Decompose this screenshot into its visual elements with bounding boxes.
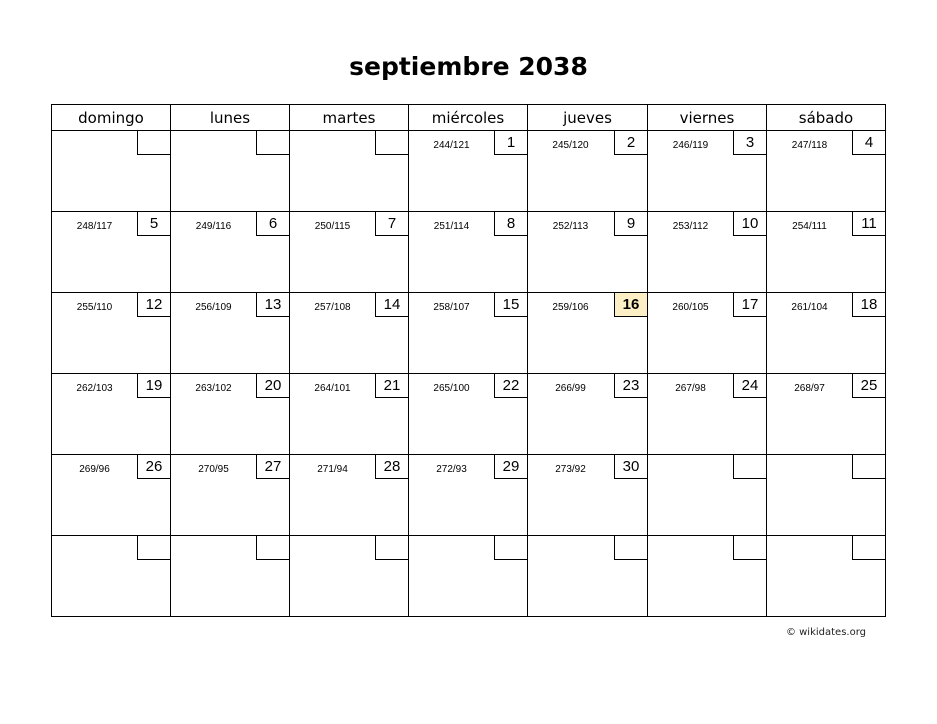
day-ordinal: 250/115 xyxy=(314,221,351,232)
day-cell xyxy=(409,374,528,455)
day-ordinal: 247/118 xyxy=(791,140,828,151)
day-cell xyxy=(171,536,290,617)
day-cell xyxy=(767,455,886,536)
day-ordinal: 248/117 xyxy=(76,221,113,232)
day-cell xyxy=(767,374,886,455)
day-cell xyxy=(528,374,648,455)
day-number xyxy=(494,535,528,560)
day-ordinal: 271/94 xyxy=(317,464,348,475)
day-cell xyxy=(409,536,528,617)
day-number: 28 xyxy=(375,454,409,479)
weekday-header: lunes xyxy=(171,105,290,131)
day-cell xyxy=(52,536,171,617)
day-number: 26 xyxy=(137,454,171,479)
day-ordinal: 272/93 xyxy=(436,464,467,475)
day-ordinal: 255/110 xyxy=(76,302,113,313)
day-cell xyxy=(409,293,528,374)
day-cell xyxy=(171,293,290,374)
day-cell xyxy=(648,212,767,293)
day-cell xyxy=(290,293,409,374)
day-cell xyxy=(767,212,886,293)
day-number: 20 xyxy=(256,373,290,398)
day-number xyxy=(852,535,886,560)
weekday-header-row xyxy=(52,105,886,131)
weekday-header: viernes xyxy=(648,105,767,131)
weekday-header: domingo xyxy=(52,105,171,131)
day-ordinal: 253/112 xyxy=(672,221,709,232)
day-cell xyxy=(648,536,767,617)
day-number: 9 xyxy=(614,211,648,236)
day-number: 1 xyxy=(494,130,528,155)
day-number xyxy=(852,454,886,479)
day-ordinal: 269/96 xyxy=(79,464,110,475)
day-cell xyxy=(52,131,171,212)
day-cell xyxy=(52,455,171,536)
day-ordinal: 252/113 xyxy=(552,221,589,232)
day-number: 19 xyxy=(137,373,171,398)
day-number: 24 xyxy=(733,373,767,398)
day-ordinal: 257/108 xyxy=(314,302,351,313)
day-cell xyxy=(648,131,767,212)
day-number: 7 xyxy=(375,211,409,236)
day-number: 25 xyxy=(852,373,886,398)
day-ordinal: 267/98 xyxy=(675,383,706,394)
day-number: 29 xyxy=(494,454,528,479)
day-number: 14 xyxy=(375,292,409,317)
day-ordinal: 245/120 xyxy=(552,140,589,151)
day-number: 3 xyxy=(733,130,767,155)
week-row xyxy=(52,131,886,212)
day-ordinal: 262/103 xyxy=(76,383,113,394)
day-cell xyxy=(409,131,528,212)
day-cell xyxy=(409,212,528,293)
day-number: 17 xyxy=(733,292,767,317)
day-cell xyxy=(767,536,886,617)
day-cell xyxy=(171,212,290,293)
day-number: 18 xyxy=(852,292,886,317)
day-cell xyxy=(290,131,409,212)
day-number: 4 xyxy=(852,130,886,155)
day-number: 5 xyxy=(137,211,171,236)
day-number xyxy=(137,535,171,560)
day-number: 11 xyxy=(852,211,886,236)
day-cell xyxy=(528,455,648,536)
day-number: 8 xyxy=(494,211,528,236)
copyright-footer: © wikidates.org xyxy=(785,627,866,638)
day-cell xyxy=(171,455,290,536)
day-ordinal: 244/121 xyxy=(433,140,470,151)
week-row xyxy=(52,212,886,293)
day-ordinal: 260/105 xyxy=(672,302,709,313)
day-cell xyxy=(648,374,767,455)
day-ordinal: 265/100 xyxy=(433,383,470,394)
day-cell xyxy=(528,131,648,212)
day-cell xyxy=(648,293,767,374)
day-cell xyxy=(52,374,171,455)
day-number: 15 xyxy=(494,292,528,317)
day-ordinal: 266/99 xyxy=(555,383,586,394)
day-cell xyxy=(767,131,886,212)
day-cell xyxy=(767,293,886,374)
day-cell xyxy=(52,212,171,293)
day-cell xyxy=(648,455,767,536)
day-number: 22 xyxy=(494,373,528,398)
day-number xyxy=(733,454,767,479)
day-ordinal: 256/109 xyxy=(195,302,232,313)
day-number: 10 xyxy=(733,211,767,236)
day-number xyxy=(137,130,171,155)
day-ordinal: 263/102 xyxy=(195,383,232,394)
weekday-header: martes xyxy=(290,105,409,131)
day-number xyxy=(375,535,409,560)
calendar-grid xyxy=(51,104,886,617)
day-ordinal: 261/104 xyxy=(791,302,828,313)
day-cell xyxy=(409,455,528,536)
day-ordinal: 268/97 xyxy=(794,383,825,394)
day-number: 23 xyxy=(614,373,648,398)
day-number xyxy=(375,130,409,155)
day-number: 2 xyxy=(614,130,648,155)
day-number: 13 xyxy=(256,292,290,317)
day-ordinal: 254/111 xyxy=(792,221,827,232)
day-cell xyxy=(171,131,290,212)
week-row xyxy=(52,455,886,536)
day-number xyxy=(614,535,648,560)
day-ordinal: 259/106 xyxy=(552,302,589,313)
day-cell xyxy=(290,374,409,455)
week-row xyxy=(52,536,886,617)
weekday-header: miércoles xyxy=(409,105,528,131)
day-number xyxy=(256,535,290,560)
week-row xyxy=(52,374,886,455)
day-cell xyxy=(290,536,409,617)
weekday-header: sábado xyxy=(767,105,886,131)
day-ordinal: 246/119 xyxy=(672,140,709,151)
day-number: 12 xyxy=(137,292,171,317)
day-number: 27 xyxy=(256,454,290,479)
day-cell xyxy=(171,374,290,455)
day-ordinal: 264/101 xyxy=(314,383,351,394)
day-cell xyxy=(528,293,648,374)
week-row xyxy=(52,293,886,374)
day-cell xyxy=(528,536,648,617)
day-ordinal: 273/92 xyxy=(555,464,586,475)
day-number: 6 xyxy=(256,211,290,236)
day-number: 21 xyxy=(375,373,409,398)
day-ordinal: 270/95 xyxy=(198,464,229,475)
day-ordinal: 251/114 xyxy=(433,221,470,232)
day-cell xyxy=(52,293,171,374)
day-number xyxy=(733,535,767,560)
day-number: 30 xyxy=(614,454,648,479)
day-ordinal: 258/107 xyxy=(433,302,470,313)
page-title: septiembre 2038 xyxy=(349,52,588,81)
day-number-highlighted: 16 xyxy=(614,292,648,317)
day-cell xyxy=(290,455,409,536)
day-number xyxy=(256,130,290,155)
day-ordinal: 249/116 xyxy=(195,221,232,232)
day-cell xyxy=(528,212,648,293)
weekday-header: jueves xyxy=(528,105,648,131)
day-cell xyxy=(290,212,409,293)
